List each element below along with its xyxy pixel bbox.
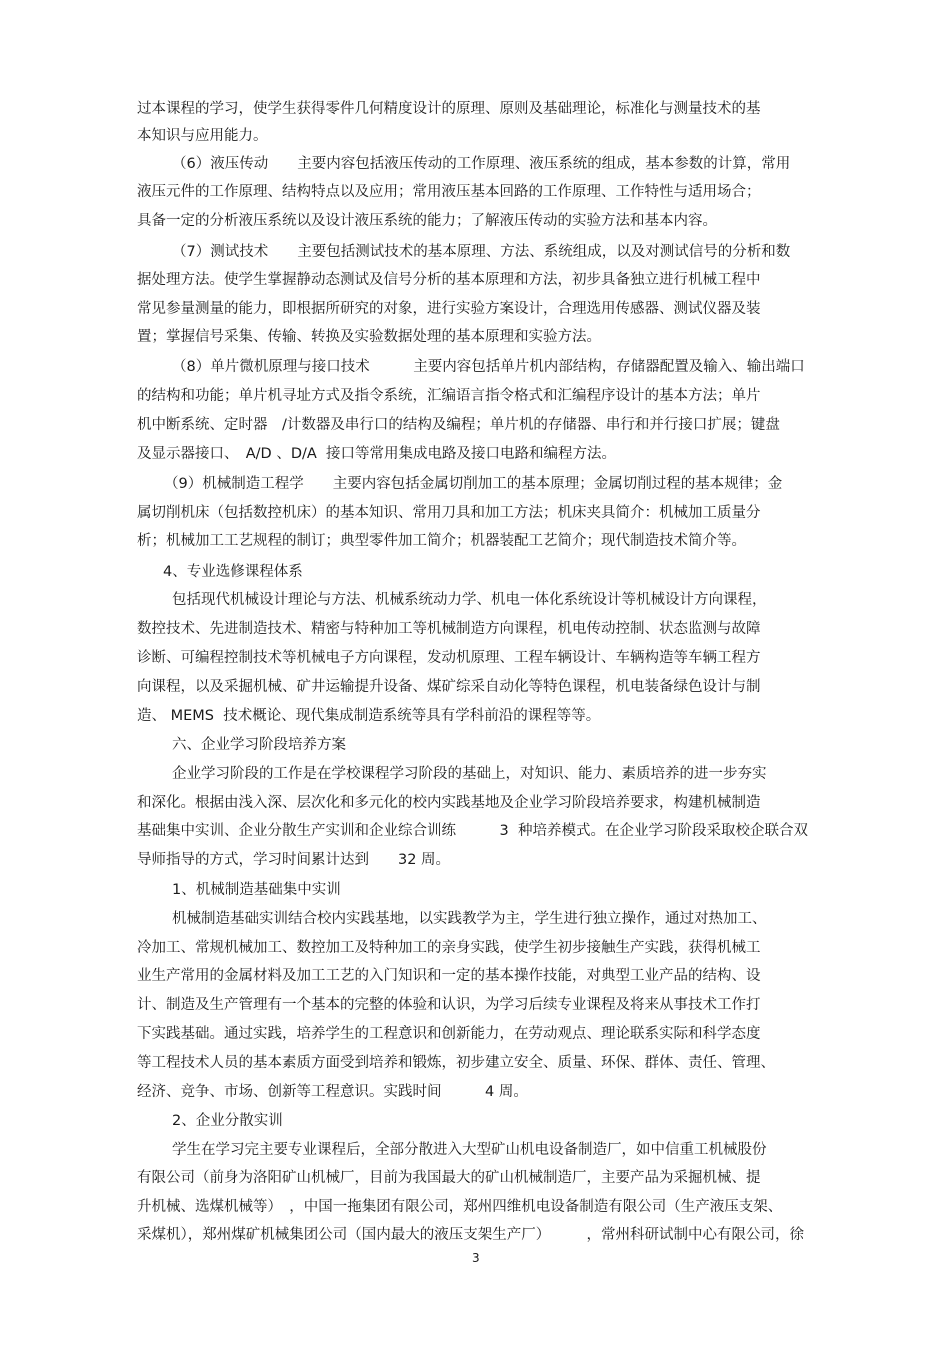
section-heading: 2、企业分散实训 — [172, 1113, 283, 1129]
text-line: 机中断系统、定时器 /计数器及串行口的结构及编程；单片机的存储器、串行和并行接口扩展；键盘 — [137, 417, 780, 433]
text-line: 包括现代机械设计理论与方法、机械系统动力学、机电一体化系统设计等机械设计方向课程， — [172, 592, 767, 608]
text-line: 导师指导的方式，学习时间累计达到 32 周。 — [137, 852, 451, 868]
text-line: 向课程，以及采掘机械、矿井运输提升设备、煤矿综采自动化等特色课程，机电装备绿色设计与制 — [137, 679, 761, 695]
text-line: 学生在学习完主要专业课程后，全部分散进入大型矿山机电设备制造厂，如中信重工机械股份 — [172, 1142, 767, 1158]
text-line: 析；机械加工工艺规程的制订；典型零件加工简介；机器装配工艺简介；现代制造技术简介等。 — [137, 533, 746, 549]
text-line: 液压元件的工作原理、结构特点以及应用；常用液压基本回路的工作原理、工作特性与适用场合； — [137, 184, 761, 200]
text-line: 数控技术、先进制造技术、精密与特种加工等机械制造方向课程，机电传动控制、状态监测与故障 — [137, 621, 761, 637]
text-line: 升机械、选煤机械等） ，中国一拖集团有限公司，郑州四维机电设备制造有限公司（生产液压支架、 — [137, 1199, 783, 1215]
text-line: 基础集中实训、企业分散生产实训和企业综合训练 3 种培养模式。在企业学习阶段采取校企联合双 — [137, 823, 808, 839]
text-line: 冷加工、常规机械加工、数控加工及特种加工的亲身实践，使学生初步接触生产实践，获得机械工 — [137, 940, 761, 956]
text-line: （7）测试技术 主要包括测试技术的基本原理、方法、系统组成，以及对测试信号的分析和数 — [172, 244, 791, 260]
text-line: 属切削机床（包括数控机床）的基本知识、常用刀具和加工方法；机床夹具简介：机械加工质量分 — [137, 505, 761, 521]
section-heading: 4、专业选修课程体系 — [163, 564, 303, 580]
text-line: 本知识与应用能力。 — [137, 128, 268, 144]
text-line: 下实践基础。通过实践，培养学生的工程意识和创新能力，在劳动观点、理论联系实际和科学态度 — [137, 1026, 761, 1042]
text-line: 经济、竞争、市场、创新等工程意识。实践时间 4 周。 — [137, 1084, 528, 1100]
text-line: 等工程技术人员的基本素质方面受到培养和锻炼，初步建立安全、质量、环保、群体、责任、管理、 — [137, 1055, 775, 1071]
text-line: 计、制造及生产管理有一个基本的完整的体验和认识，为学习后续专业课程及将来从事技术工作打 — [137, 997, 761, 1013]
text-line: 机械制造基础实训结合校内实践基地，以实践教学为主，学生进行独立操作，通过对热加工、 — [172, 911, 767, 927]
text-line: 的结构和功能；单片机寻址方式及指令系统，汇编语言指令格式和汇编程序设计的基本方法；单片 — [137, 388, 761, 404]
text-line: 企业学习阶段的工作是在学校课程学习阶段的基础上，对知识、能力、素质培养的进一步夯实 — [172, 766, 767, 782]
text-line: 采煤机），郑州煤矿机械集团公司（国内最大的液压支架生产厂） ，常州科研试制中心有限公司，徐 — [137, 1227, 804, 1243]
text-line: 常见参量测量的能力，即根据所研究的对象，进行实验方案设计，合理选用传感器、测试仪器及装 — [137, 301, 761, 317]
text-line: 有限公司（前身为洛阳矿山机械厂，目前为我国最大的矿山机械制造厂，主要产品为采掘机械、提 — [137, 1170, 761, 1186]
text-line: （8）单片微机原理与接口技术 主要内容包括单片机内部结构，存储器配置及输入、输出端口 — [172, 359, 805, 375]
page-number: 3 — [472, 1251, 480, 1265]
text-line: 具备一定的分析液压系统以及设计液压系统的能力；了解液压传动的实验方法和基本内容。 — [137, 213, 717, 229]
text-line: （9）机械制造工程学 主要内容包括金属切削加工的基本原理；金属切削过程的基本规律；金 — [164, 476, 783, 492]
text-line: 过本课程的学习，使学生获得零件几何精度设计的原理、原则及基础理论，标准化与测量技术的基 — [137, 101, 761, 117]
text-line: 及显示器接口、 A/D 、D/A 接口等常用集成电路及接口电路和编程方法。 — [137, 446, 617, 462]
text-line: 置；掌握信号采集、传输、转换及实验数据处理的基本原理和实验方法。 — [137, 329, 601, 345]
text-line: 诊断、可编程控制技术等机械电子方向课程，发动机原理、工程车辆设计、车辆构造等车辆工程方 — [137, 650, 761, 666]
section-heading: 1、机械制造基础集中实训 — [172, 882, 341, 898]
text-line: 业生产常用的金属材料及加工工艺的入门知识和一定的基本操作技能，对典型工业产品的结构、设 — [137, 968, 761, 984]
text-line: （6）液压传动 主要内容包括液压传动的工作原理、液压系统的组成，基本参数的计算，常用 — [172, 156, 791, 172]
text-line: 据处理方法。使学生掌握静动态测试及信号分析的基本原理和方法，初步具备独立进行机械工程中 — [137, 272, 761, 288]
text-line: 造、 MEMS 技术概论、现代集成制造系统等具有学科前沿的课程等等。 — [137, 708, 601, 724]
text-line: 和深化。根据由浅入深、层次化和多元化的校内实践基地及企业学习阶段培养要求，构建机械制造 — [137, 795, 761, 811]
section-heading: 六、企业学习阶段培养方案 — [172, 737, 346, 753]
